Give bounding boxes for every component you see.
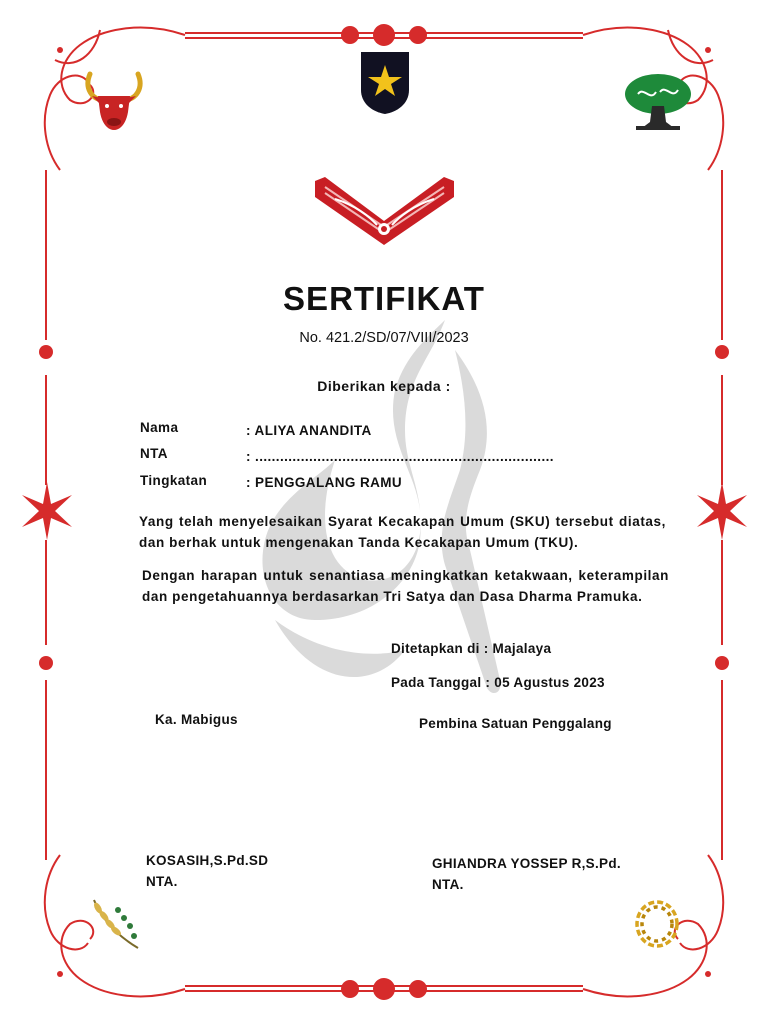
completion-paragraph: Yang telah menyelesaikan Syarat Kecakapan Umum (SKU) tersebut diatas, dan berhak untuk mengenakan Tanda Kecakapan Umum (TKU). bbox=[139, 514, 666, 550]
left-signatory-nta: NTA. bbox=[146, 874, 178, 889]
left-signatory-role: Ka. Mabigus bbox=[155, 712, 238, 727]
certificate-title: SERTIFIKAT bbox=[283, 280, 485, 317]
red-star-icon bbox=[693, 482, 751, 540]
right-signatory-nta: NTA. bbox=[432, 877, 464, 892]
banyan-tree-icon bbox=[624, 72, 692, 132]
field-label-nta: NTA bbox=[140, 446, 168, 461]
given-to-label: Diberikan kepada : bbox=[317, 378, 451, 394]
chevron-rank-badge-icon bbox=[315, 177, 454, 249]
right-signatory-role: Pembina Satuan Penggalang bbox=[419, 716, 612, 731]
left-signatory-name: KOSASIH,S.Pd.SD bbox=[146, 853, 269, 868]
certificate-number: No. 421.2/SD/07/VIII/2023 bbox=[299, 330, 469, 346]
field-label-nama: Nama bbox=[140, 420, 179, 435]
issued-date: Pada Tanggal : 05 Agustus 2023 bbox=[391, 675, 605, 690]
field-value-tingkatan: : PENGGALANG RAMU bbox=[246, 475, 403, 490]
issued-place: Ditetapkan di : Majalaya bbox=[391, 641, 552, 656]
rice-cotton-icon bbox=[88, 896, 144, 952]
star-shield-icon bbox=[361, 52, 409, 114]
bull-head-icon bbox=[84, 70, 144, 132]
hope-paragraph: Dengan harapan untuk senantiasa meningkatkan ketakwaan, keterampilan dan pengetahuannya berdasarkan Tri Satya dan Dasa Dharma Pramuka. bbox=[142, 568, 669, 604]
right-signatory-name: GHIANDRA YOSSEP R,S.Pd. bbox=[432, 856, 621, 871]
field-value-nta: : ........................................................................ bbox=[246, 449, 554, 464]
field-value-nama: : ALIYA ANANDITA bbox=[246, 423, 372, 438]
field-label-tingkatan: Tingkatan bbox=[140, 473, 208, 488]
gold-chain-icon bbox=[630, 896, 684, 952]
red-star-icon bbox=[18, 482, 76, 540]
